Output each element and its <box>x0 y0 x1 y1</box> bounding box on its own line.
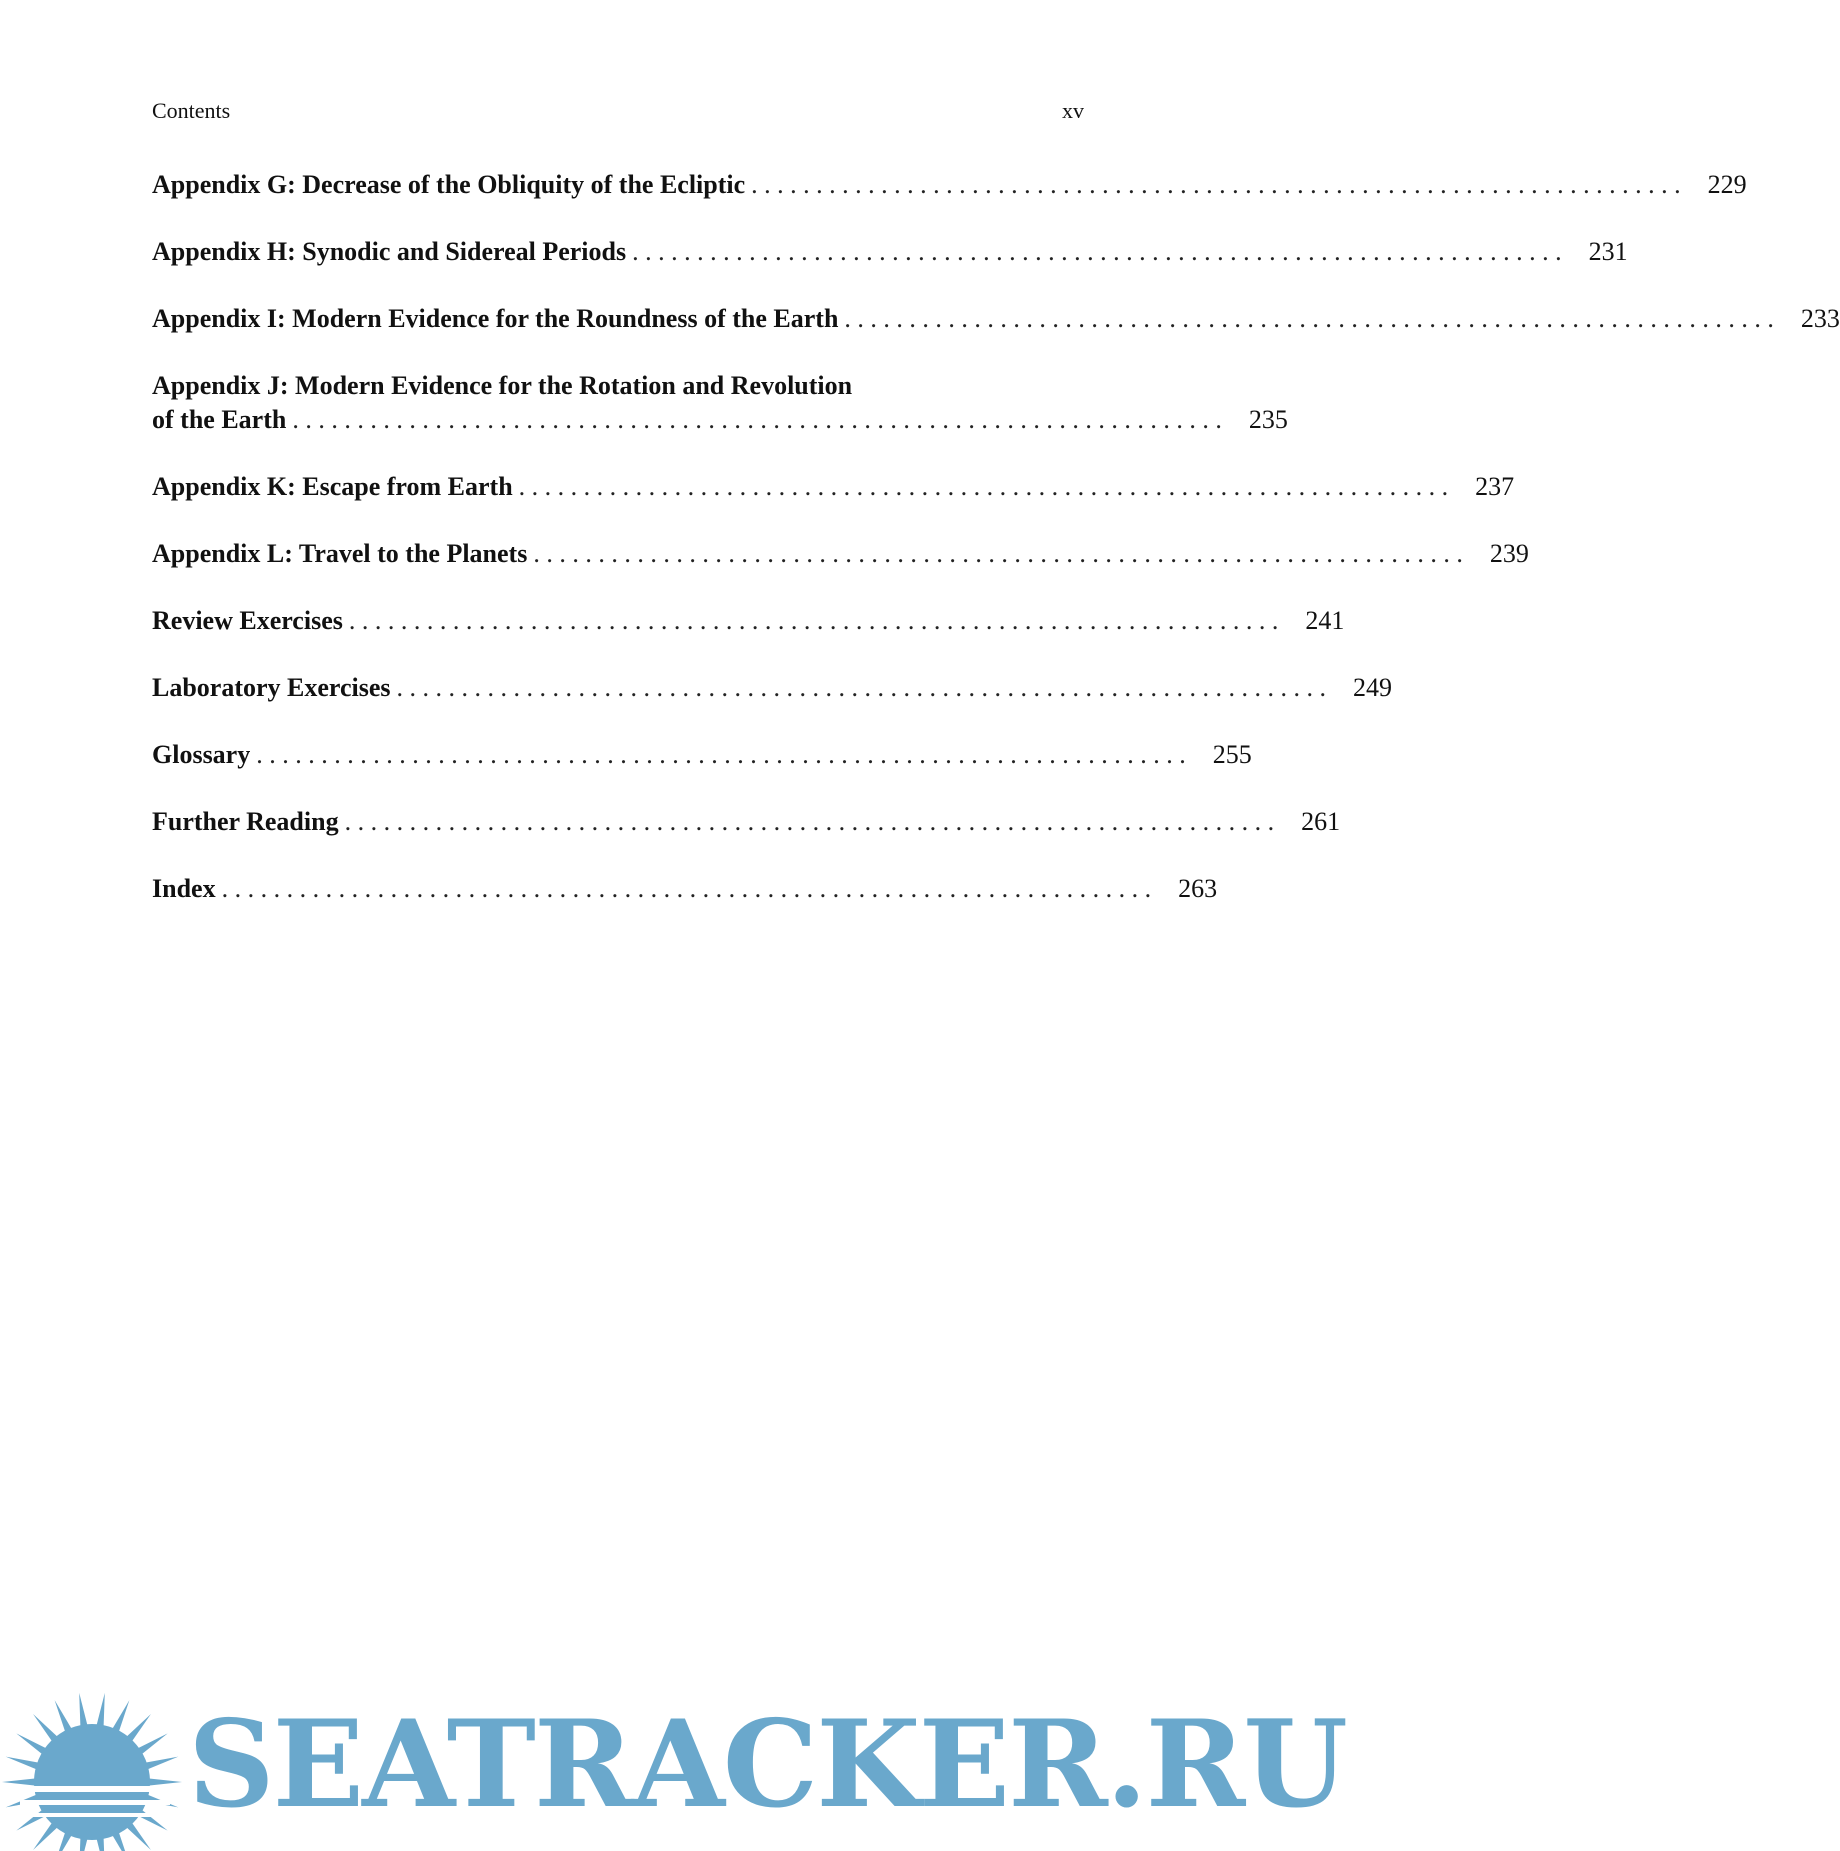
toc-entry-page: 235 <box>1248 405 1288 434</box>
toc-entry-page: 241 <box>1305 606 1345 635</box>
dot-leader <box>838 302 1774 336</box>
toc-entry-page: 231 <box>1588 237 1628 266</box>
toc-entry-title: Appendix H: Synodic and Sidereal Periods <box>152 237 627 266</box>
toc-entry[interactable] <box>152 537 1529 571</box>
toc-entry-title: Further Reading <box>152 807 339 836</box>
sun-icon <box>2 1693 182 1851</box>
toc-entry[interactable] <box>152 738 1252 772</box>
toc-entry-page: 237 <box>1475 472 1515 501</box>
toc-entry[interactable] <box>152 168 1747 202</box>
toc-entry-title: Index <box>152 874 216 903</box>
dot-leader <box>216 872 1152 906</box>
toc-entry-title: Appendix J: Modern Evidence for the Rotation and Revolution <box>152 371 853 400</box>
dot-leader <box>513 470 1449 504</box>
toc-entry-page: 239 <box>1489 539 1529 568</box>
toc-entry-title: Laboratory Exercises <box>152 673 391 702</box>
toc-entry-title: Appendix I: Modern Evidence for the Roundness of the Earth <box>152 304 839 333</box>
table-of-contents <box>152 168 1840 939</box>
dot-leader <box>343 604 1279 638</box>
toc-entry-title: Appendix G: Decrease of the Obliquity of the Ecliptic <box>152 170 746 199</box>
toc-entry[interactable] <box>152 604 1345 638</box>
toc-entry-title-continued: of the Earth <box>152 405 287 434</box>
toc-entry-page: 233 <box>1800 304 1840 333</box>
toc-entry-title: Glossary <box>152 740 251 769</box>
toc-entry-title: Review Exercises <box>152 606 343 635</box>
running-head <box>152 98 1084 124</box>
toc-entry-page: 229 <box>1707 170 1747 199</box>
toc-entry-page: 255 <box>1212 740 1252 769</box>
toc-entry[interactable] <box>152 671 1393 705</box>
toc-entry[interactable] <box>152 805 1341 839</box>
dot-leader <box>250 738 1186 772</box>
toc-entry-title: Appendix L: Travel to the Planets <box>152 539 528 568</box>
dot-leader <box>745 168 1681 202</box>
dot-leader <box>391 671 1327 705</box>
toc-entry[interactable] <box>152 369 1288 437</box>
toc-entry-page: 261 <box>1301 807 1341 836</box>
toc-entry[interactable] <box>152 235 1628 269</box>
toc-entry-title: Appendix K: Escape from Earth <box>152 472 513 501</box>
toc-entry[interactable] <box>152 872 1218 906</box>
dot-leader <box>339 805 1275 839</box>
watermark-text: SEATRACKER.RU <box>188 1694 1346 1835</box>
toc-entry-page: 249 <box>1353 673 1393 702</box>
dot-leader <box>286 403 1222 437</box>
page-number-roman: xv <box>1062 98 1084 123</box>
toc-entry-page: 263 <box>1178 874 1218 903</box>
running-head-title: Contents <box>152 98 231 123</box>
dot-leader <box>626 235 1562 269</box>
dot-leader <box>527 537 1463 571</box>
toc-entry[interactable] <box>152 470 1515 504</box>
toc-entry[interactable] <box>152 302 1840 336</box>
